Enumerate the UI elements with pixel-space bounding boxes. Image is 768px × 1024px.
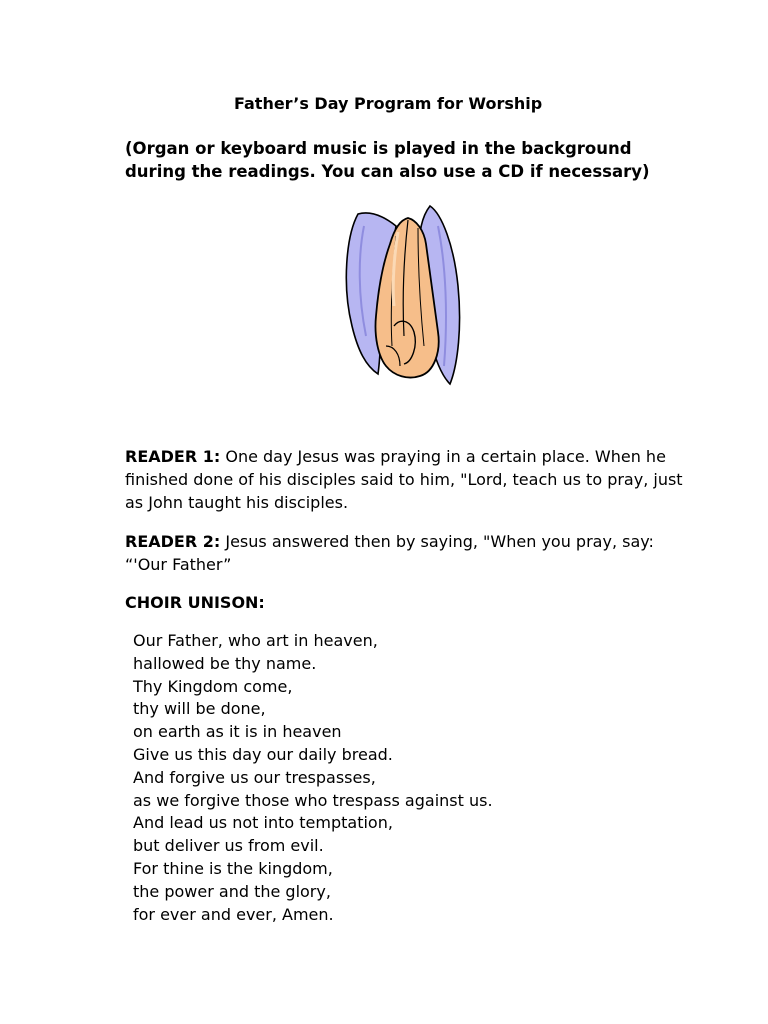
reading-2 (125, 530, 685, 576)
prayer-line: And lead us not into temptation, (133, 813, 393, 833)
prayer-line: as we forgive those who trespass against us. (133, 790, 493, 810)
prayer-line: but deliver us from evil. (133, 836, 324, 856)
reading-1 (125, 445, 685, 514)
prayer-line: Thy Kingdom come, (133, 676, 293, 696)
prayer-line: Give us this day our daily bread. (133, 744, 393, 764)
reading-label: READER 2: (125, 532, 221, 551)
intro-note: (Organ or keyboard music is played in the background during the readings. You can also use a CD if necessary) (125, 139, 650, 181)
choir-heading: CHOIR UNISON: (125, 593, 265, 612)
prayer-line: hallowed be thy name. (133, 653, 317, 673)
reading-text: One day Jesus was praying in a certain place. When he finished done of his disciples said to him, "Lord, teach us to pray, just as John taught his disciples. (125, 447, 683, 512)
prayer-line: the power and the glory, (133, 881, 331, 901)
page-title: Father’s Day Program for Worship (234, 94, 543, 113)
prayer-line: And forgive us our trespasses, (133, 767, 376, 787)
prayer-line: Our Father, who art in heaven, (133, 631, 378, 650)
reading-text: Jesus answered then by saying, "When you pray, say: “'Our Father” (125, 532, 654, 574)
prayer-text (133, 630, 493, 926)
praying-hands-icon (338, 196, 466, 388)
prayer-line: on earth as it is in heaven (133, 722, 342, 742)
reading-label: READER 1: (125, 447, 221, 466)
prayer-line: For thine is the kingdom, (133, 858, 333, 878)
prayer-line: for ever and ever, Amen. (133, 904, 334, 924)
prayer-line: thy will be done, (133, 699, 266, 719)
